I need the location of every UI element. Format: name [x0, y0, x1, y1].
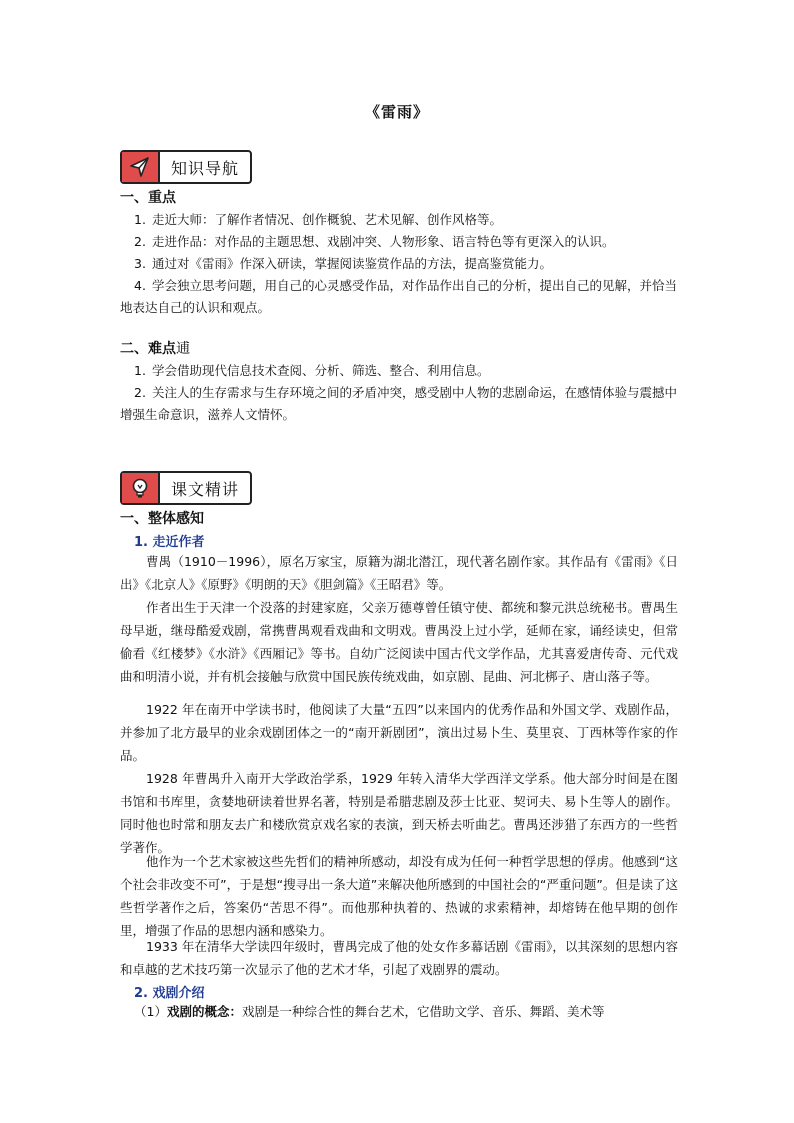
- paragraph: 他作为一个艺术家被这些先哲们的精神所感动，却没有成为任何一种哲学思想的俘虏。他感到“这个社会非改变不可”，于是想“搜寻出一条大道”来解决他所感到的中国社会的“严重问题”。但是读了这些哲学著作之后，答案仍“苦思不得”。而他那种执着的、热诚的求索精神，却熔铸在他早期的创作里，增强了作品的思想内涵和感染力。: [120, 854, 678, 938]
- badge-label: 课文精讲: [170, 479, 239, 499]
- list-item: 4. 学会独立思考问题，用自己的心灵感受作品，对作品作出自己的分析，提出自己的见解，并恰当地表达自己的认识和观点。: [120, 278, 678, 315]
- badge-lesson-explain: [120, 471, 252, 505]
- list-item: 2. 关注人的生存需求与生存环境之间的矛盾冲突，感受剧中人物的悲剧命运，在感情体验与震撼中增强生命意识，滋养人文情怀。: [120, 385, 678, 422]
- paragraph: 曹禺（1910－1996），原名万家宝，原籍为湖北潜江，现代著名剧作家。其作品有《雷雨》《日出》《北京人》《原野》《明朗的天》《胆剑篇》《王昭君》等。: [120, 554, 678, 592]
- page-title: 《雷雨》: [364, 103, 429, 121]
- badge-label: 知识导航: [170, 158, 239, 178]
- lightbulb-icon: [122, 473, 160, 503]
- section-heading-key-points: 一、重点: [120, 190, 176, 206]
- paragraph: 1922 年在南开中学读书时，他阅读了大量“五四”以来国内的优秀作品和外国文学、戏剧作品，并参加了北方最早的业余戏剧团体之一的“南开新剧团”，演出过易卜生、莫里哀、丁西林等作家的作品。: [120, 702, 678, 763]
- list-item: 1. 走近大师：了解作者情况、创作概貌、艺术见解、创作风格等。: [134, 212, 503, 227]
- list-item: 1. 学会借助现代信息技术查阅、分析、筛选、整合、利用信息。: [134, 363, 490, 378]
- paragraph: 1933 年在清华大学读四年级时，曹禺完成了他的处女作多幕话剧《雷雨》，以其深刻的思想内容和卓越的艺术技巧第一次显示了他的艺术才华，引起了戏剧界的震动。: [120, 939, 678, 977]
- paragraph-drama-concept: （1）戏剧的概念：戏剧是一种综合性的舞台艺术，它借助文学、音乐、舞蹈、美术等: [134, 1004, 605, 1019]
- paragraph: 1928 年曹禺升入南开大学政治学系，1929 年转入清华大学西洋文学系。他大部分时间是在图书馆和书库里，贪婪地研读着世界名著，特别是希腊悲剧及莎士比亚、契诃夫、易卜生等人的剧作。同时他也时常和朋友去广和楼欣赏京戏名家的表演，到天桥去听曲艺。曹禺还涉猎了东西方的一些哲学著作。: [120, 771, 678, 855]
- badge-knowledge-nav: [120, 150, 252, 184]
- list-item: 2. 走进作品：对作品的主题思想、戏剧冲突、人物形象、语言特色等有更深入的认识。: [134, 234, 615, 249]
- section-heading-overall: 一、整体感知: [120, 511, 204, 527]
- paper-plane-icon: [122, 152, 160, 182]
- list-item: 3. 通过对《雷雨》作深入研读，掌握阅读鉴赏作品的方法，提高鉴赏能力。: [134, 256, 553, 271]
- subheading-author: 1. 走近作者: [134, 535, 205, 550]
- section-heading-difficulties: 二、难点逋: [120, 341, 190, 357]
- paragraph: 作者出生于天津一个没落的封建家庭，父亲万德尊曾任镇守使、都统和黎元洪总统秘书。曹禺生母早逝，继母酷爱戏剧，常携曹禺观看戏曲和文明戏。曹禺没上过小学，延师在家，诵经读史，但常偷看《红楼梦》《水浒》《西厢记》等书。自幼广泛阅读中国古代文学作品，尤其喜爱唐传奇、元代戏曲和明清小说，并有机会接触与欣赏中国民族传统戏曲，如京剧、昆曲、河北梆子、唐山落子等。: [120, 600, 678, 684]
- subheading-drama-intro: 2. 戏剧介绍: [134, 986, 205, 1001]
